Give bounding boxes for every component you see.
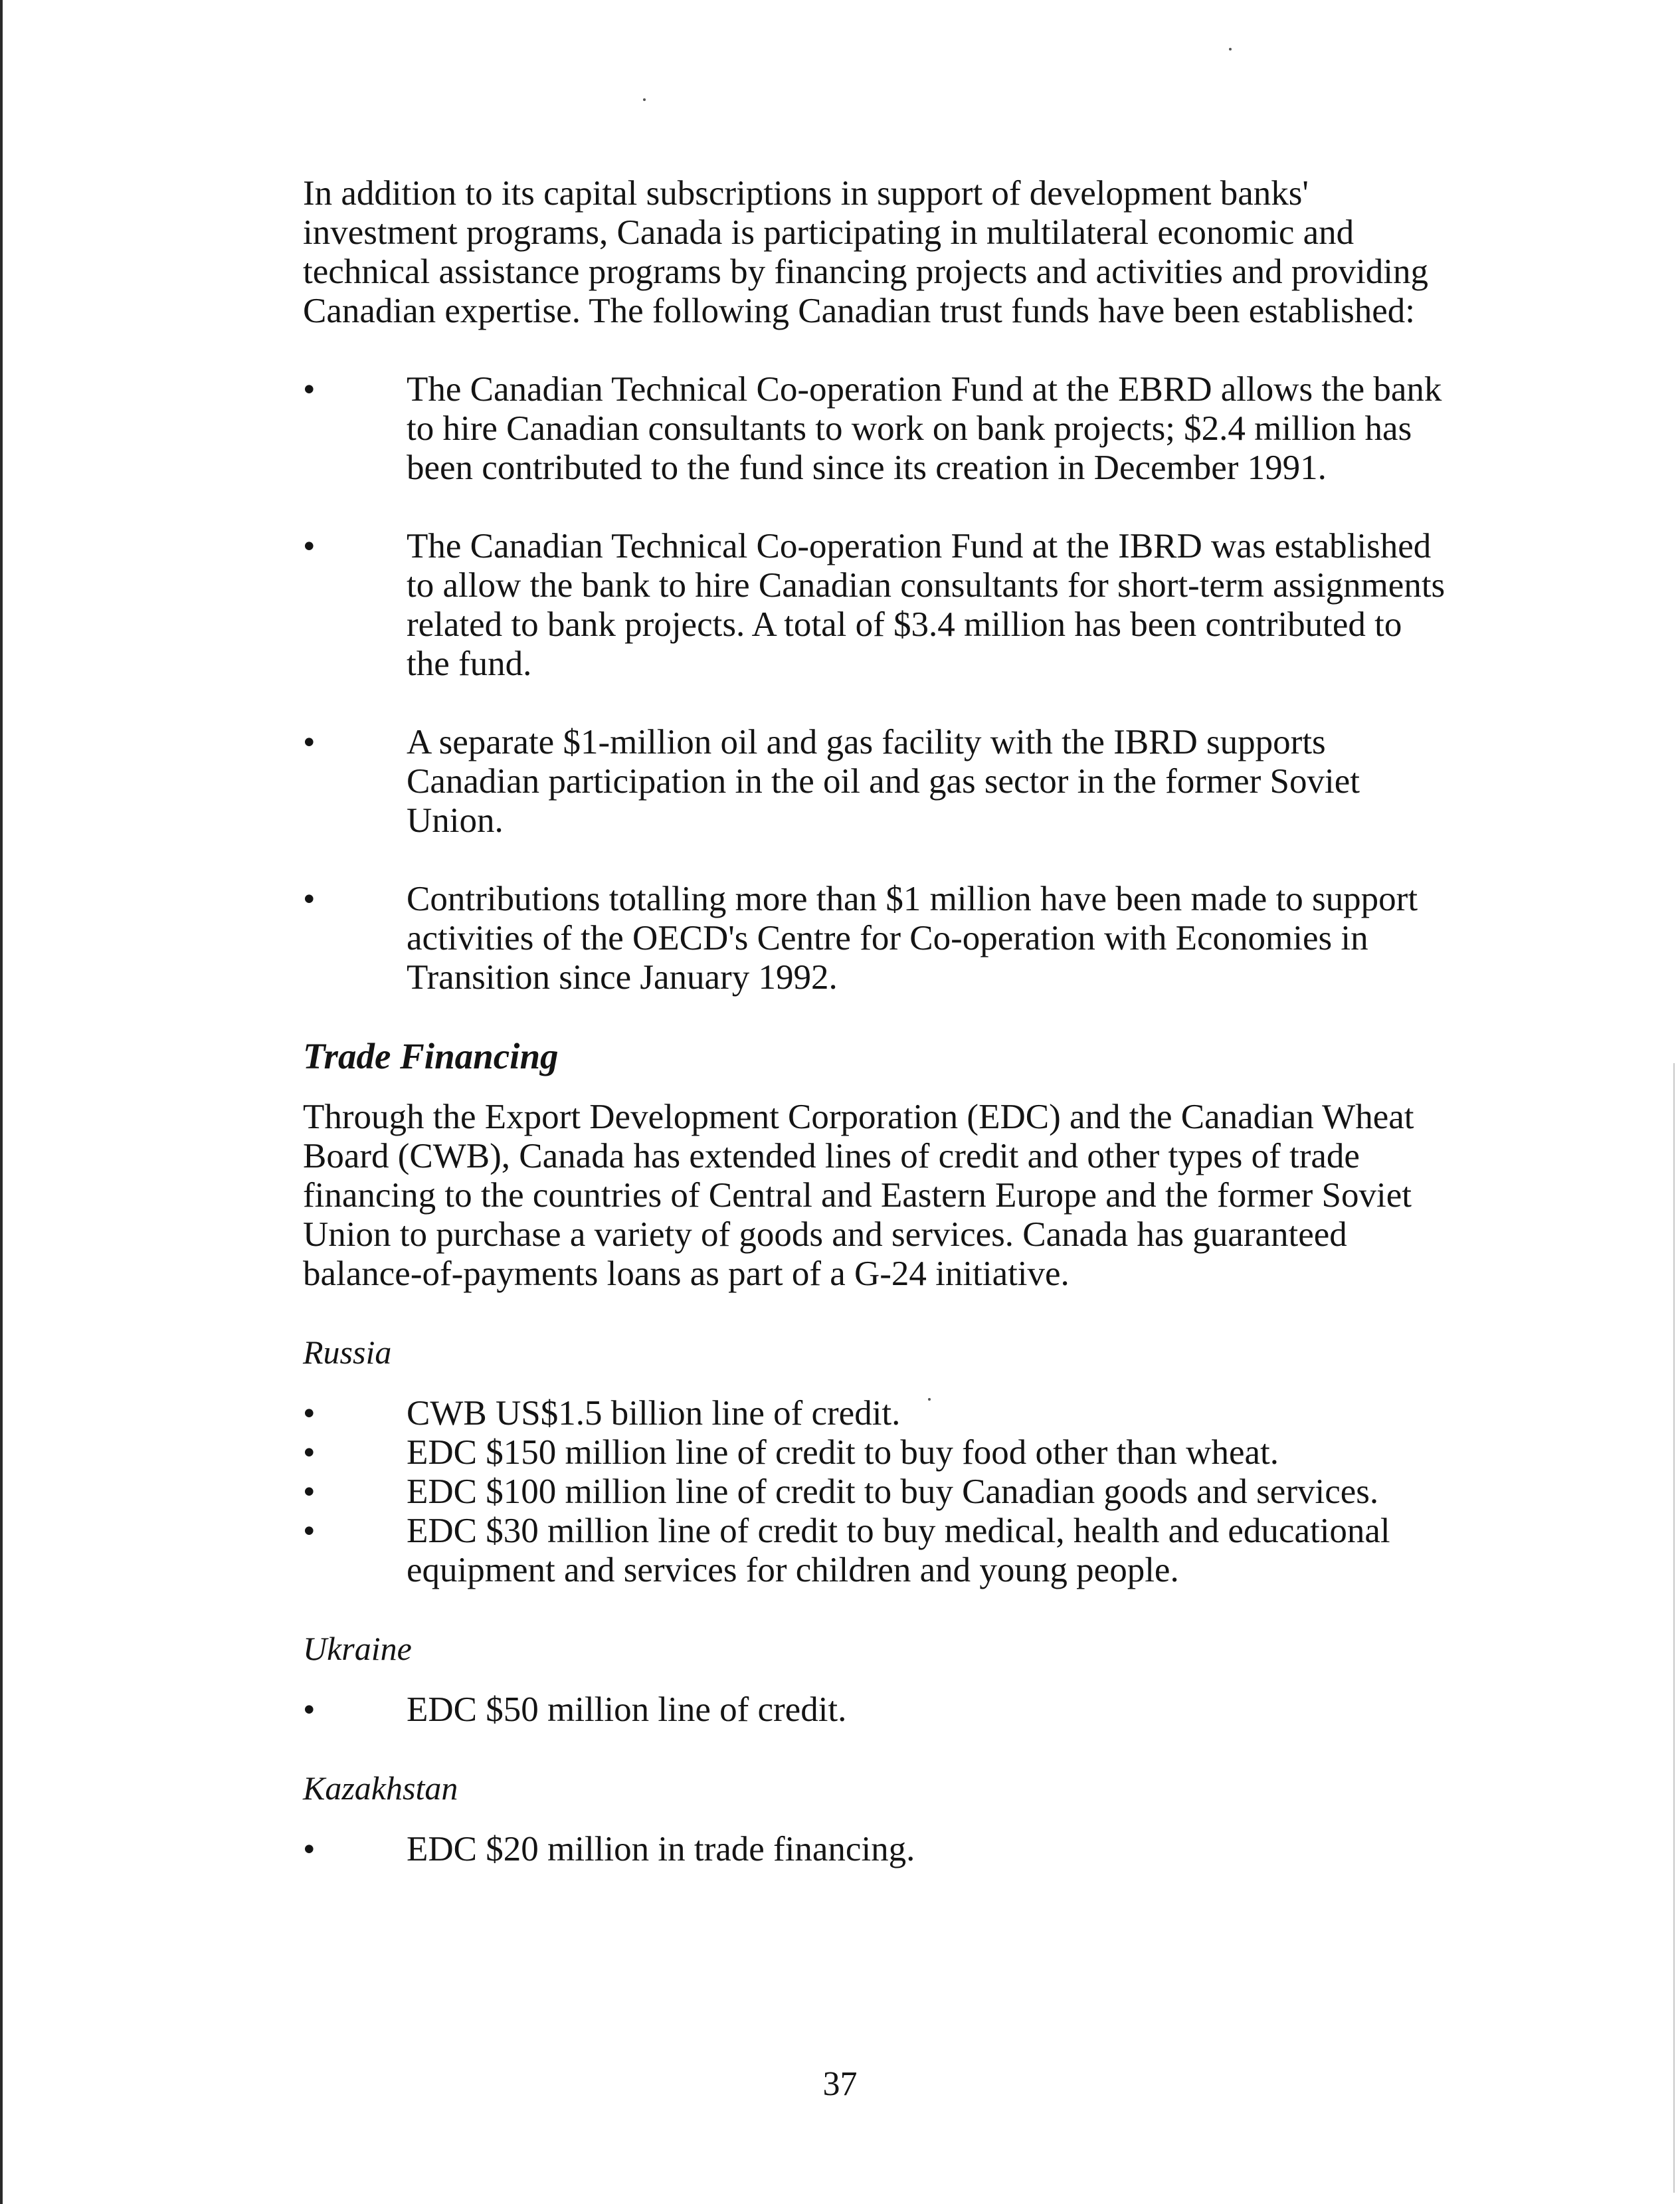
list-item	[303, 1394, 1446, 1433]
kazakhstan-list	[303, 1830, 1446, 1869]
trade-financing-paragraph: Through the Export Development Corporation (EDC) and the Canadian Wheat Board (CWB), Canada has extended lines of credit and other types of trade financing to the countries of Central and Eastern Europe and the former Soviet Union to purchase a variety of goods and services. Canada has guaranteed balance-of-payments loans as part of a G-24 initiative.	[303, 1098, 1414, 1293]
list-item-text: CWB US$1.5 billion line of credit.	[407, 1394, 901, 1433]
bullet-icon: •	[303, 880, 316, 918]
list-item	[303, 1472, 1446, 1512]
bullet-icon: •	[303, 370, 316, 409]
russia-list	[303, 1394, 1446, 1590]
country-heading-kazakhstan: Kazakhstan	[303, 1769, 458, 1807]
list-item-text: A separate $1-million oil and gas facility with the IBRD supports Canadian participation in the oil and gas sector in the former Soviet Union.	[407, 723, 1360, 840]
bullet-icon: •	[303, 1472, 316, 1511]
bullet-icon: •	[303, 723, 316, 761]
bullet-icon: •	[303, 1394, 316, 1433]
list-item	[303, 1433, 1446, 1472]
list-item-text: Contributions totalling more than $1 million have been made to support activities of the OECD's Centre for Co-operation with Economies in Transition since January 1992.	[407, 880, 1418, 997]
scan-speck	[643, 98, 646, 101]
trust-fund-list	[303, 370, 1446, 997]
list-item-text: EDC $50 million line of credit.	[407, 1690, 847, 1729]
list-item-text: EDC $30 million line of credit to buy medical, health and educational equipment and services for children and young people.	[407, 1512, 1390, 1589]
list-item-text: EDC $150 million line of credit to buy food other than wheat.	[407, 1433, 1279, 1472]
bullet-icon: •	[303, 1830, 316, 1868]
scan-edge	[0, 0, 3, 2204]
intro-paragraph: In addition to its capital subscriptions in support of development banks' investment programs, Canada is participating in multilateral economic and technical assistance programs by financing projects and activities and providing Canadian expertise. The following Canadian trust funds have been established:	[303, 174, 1429, 330]
list-item	[303, 880, 1446, 997]
list-item-text: EDC $100 million line of credit to buy Canadian goods and services.	[407, 1472, 1379, 1511]
list-item-text: EDC $20 million in trade financing.	[407, 1830, 915, 1868]
list-item	[303, 1512, 1446, 1590]
list-item	[303, 370, 1446, 488]
list-item-text: The Canadian Technical Co-operation Fund at the IBRD was established to allow the bank to hire Canadian consultants for short-term assignments related to bank projects. A total of $3.4 million has been contributed to the fund.	[407, 527, 1446, 683]
list-item	[303, 1830, 1446, 1869]
bullet-icon: •	[303, 1690, 316, 1729]
scan-edge	[1673, 1063, 1675, 2193]
bullet-icon: •	[303, 1512, 316, 1550]
page-number: 37	[822, 2065, 858, 2103]
scan-speck	[1229, 48, 1232, 50]
list-item	[303, 527, 1446, 684]
list-item-text: The Canadian Technical Co-operation Fund at the EBRD allows the bank to hire Canadian consultants to work on bank projects; $2.4 million has been contributed to the fund since its creation in December 1991.	[407, 370, 1442, 487]
bullet-icon: •	[303, 1433, 316, 1472]
country-heading-russia: Russia	[303, 1334, 392, 1371]
document-page	[303, 174, 1446, 1869]
section-heading: Trade Financing	[303, 1036, 559, 1076]
country-heading-ukraine: Ukraine	[303, 1630, 412, 1667]
ukraine-list	[303, 1690, 1446, 1730]
bullet-icon: •	[303, 527, 316, 565]
list-item	[303, 723, 1446, 841]
list-item	[303, 1690, 1446, 1730]
